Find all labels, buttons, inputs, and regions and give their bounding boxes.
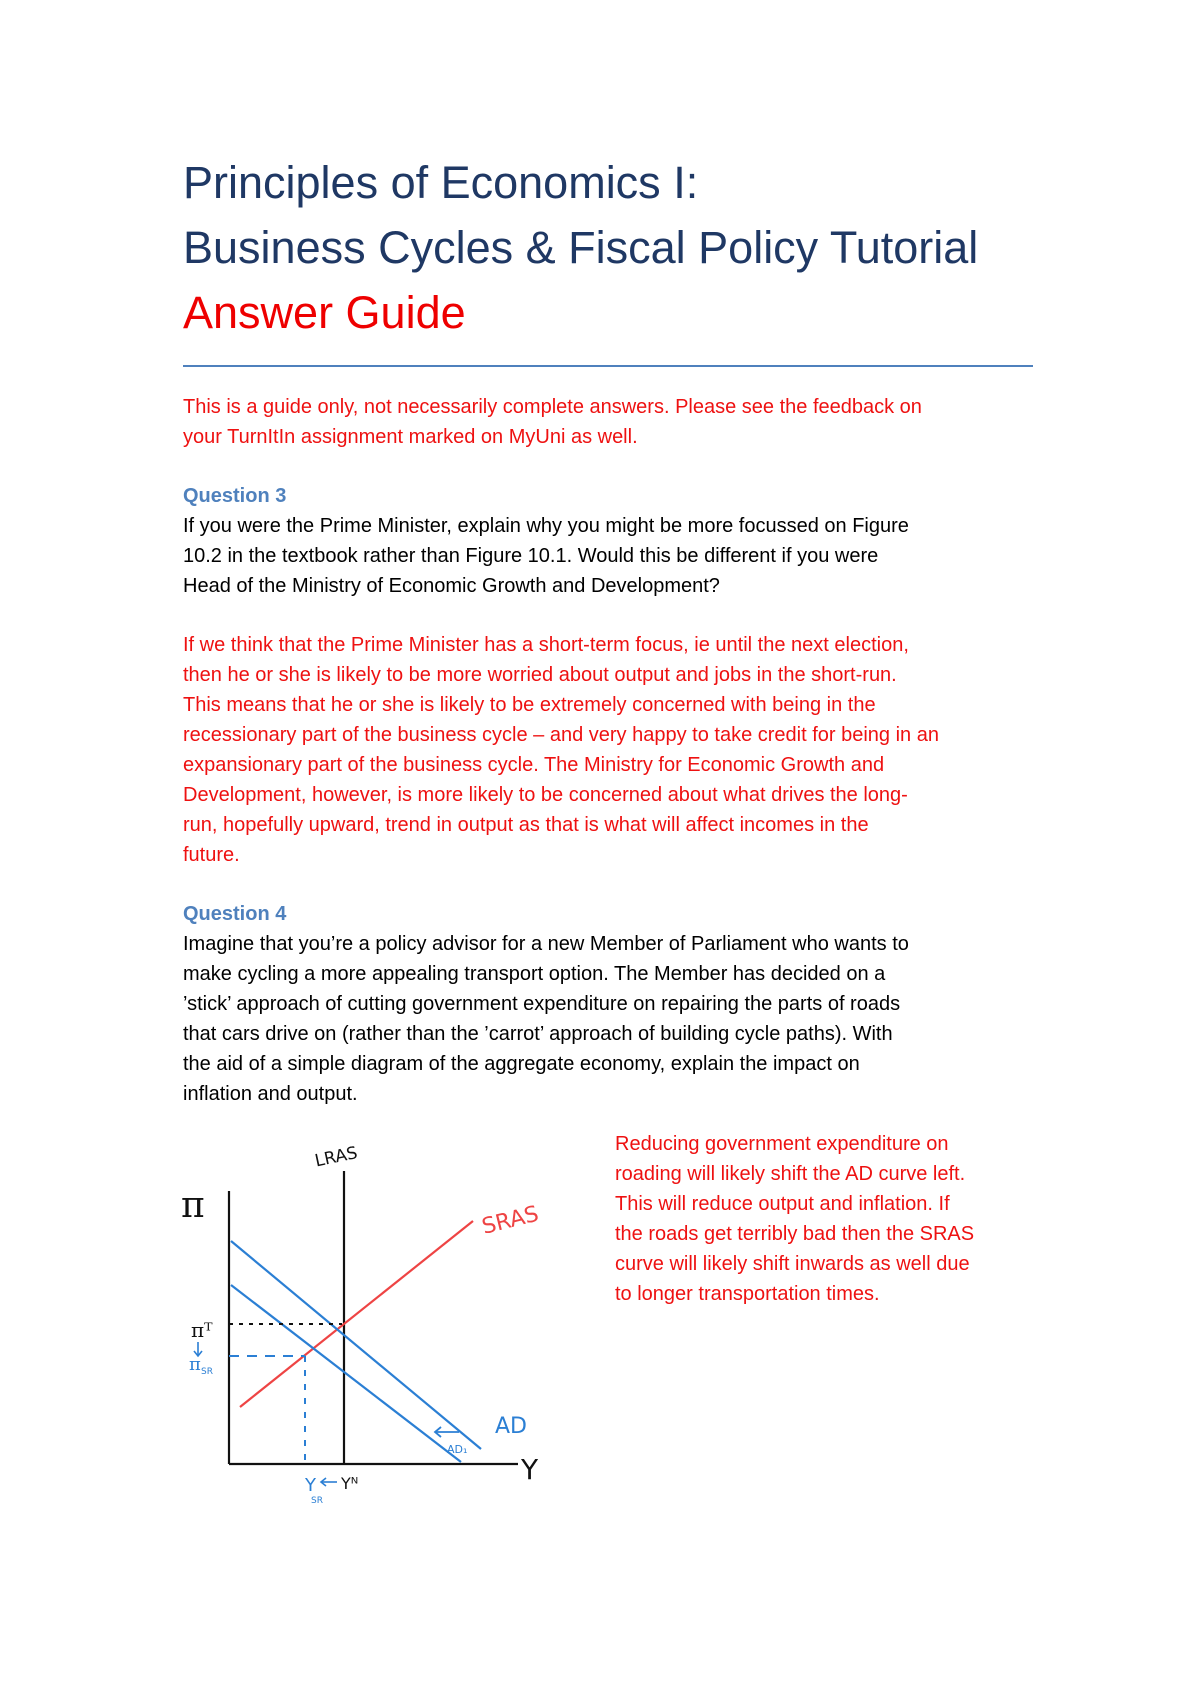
y-axis-label: π [181,1185,205,1226]
question-4-heading: Question 4 [183,903,287,925]
question-3-prompt-line: If you were the Prime Minister, explain why you might be more focussed on Figure [183,515,909,537]
question-3-answer-line: future. [183,844,240,866]
question-4-section [183,899,1033,1529]
question-4-prompt-line: the aid of a simple diagram of the aggregate economy, explain the impact on [183,1053,860,1075]
question-4-prompt-line: Imagine that you’re a policy advisor for a new Member of Parliament who wants to [183,933,909,955]
yn-label: Yᴺ [341,1474,359,1493]
question-4-answer-line: to longer transportation times. [615,1283,880,1305]
ad1-label: AD₁ [447,1443,468,1456]
intro-line-1: This is a guide only, not necessarily complete answers. Please see the feedback on [183,396,922,418]
question-4-figure-row [183,1129,1033,1529]
pi-sr-label: π [189,1354,201,1375]
x-axis-label: Y [521,1453,539,1486]
ad-label: AD [495,1414,527,1439]
intro-line-2: your TurnItIn assignment marked on MyUni as well. [183,426,638,448]
ad-line [231,1241,481,1449]
question-3-answer-line: Development, however, is more likely to be concerned about what drives the long- [183,784,908,806]
lras-label: LRAS [313,1143,360,1172]
question-3-heading: Question 3 [183,485,287,507]
question-4-prompt-line: ’stick’ approach of cutting government expenditure on repairing the parts of roads [183,993,901,1015]
y-sr-label: Y [305,1475,316,1496]
question-3-answer-line: run, hopefully upward, trend in output as that is what will affect incomes in the [183,814,869,836]
question-4-answer-line: This will reduce output and inflation. If [615,1193,950,1215]
question-4-answer [615,1129,1035,1309]
pi-sr-subscript: SR [201,1367,213,1377]
question-3-answer-line: then he or she is likely to be more worried about output and jobs in the short-run. [183,664,897,686]
question-4-answer-line: curve will likely shift inwards as well due [615,1253,970,1275]
title-line-3: Answer Guide [183,287,466,338]
question-4-prompt-line: that cars drive on (rather than the ’carrot’ approach of building cycle paths). With [183,1023,893,1045]
document-title [183,150,1033,345]
document-page [183,150,1033,1529]
title-line-2: Business Cycles & Fiscal Policy Tutorial [183,222,979,273]
title-line-1: Principles of Economics I: [183,157,699,208]
question-4-answer-line: roading will likely shift the AD curve left. [615,1163,966,1185]
question-4-prompt-line: inflation and output. [183,1083,358,1105]
y-sr-subscript: SR [311,1496,323,1506]
ad-as-diagram [163,1129,563,1519]
question-3-answer-line: recessionary part of the business cycle – and very happy to take credit for being in an [183,724,939,746]
question-3-answer-line: expansionary part of the business cycle. The Ministry for Economic Growth and [183,754,885,776]
intro-note [183,392,1033,452]
ad1-line [231,1285,461,1462]
question-4-answer-line: Reducing government expenditure on [615,1133,949,1155]
question-3-section [183,481,1033,870]
question-3-prompt-line: 10.2 in the textbook rather than Figure 10.1. Would this be different if you were [183,545,879,567]
pi-target-label: πᵀ [191,1318,213,1342]
sras-label: SRAS [479,1201,542,1240]
question-4-prompt-line: make cycling a more appealing transport option. The Member has decided on a [183,963,886,985]
sras-line [240,1221,473,1407]
question-3-answer-line: This means that he or she is likely to be extremely concerned with being in the [183,694,876,716]
question-3-prompt-line: Head of the Ministry of Economic Growth and Development? [183,575,720,597]
question-3-answer-line: If we think that the Prime Minister has a short-term focus, ie until the next election, [183,634,909,656]
question-4-answer-line: the roads get terribly bad then the SRAS [615,1223,975,1245]
